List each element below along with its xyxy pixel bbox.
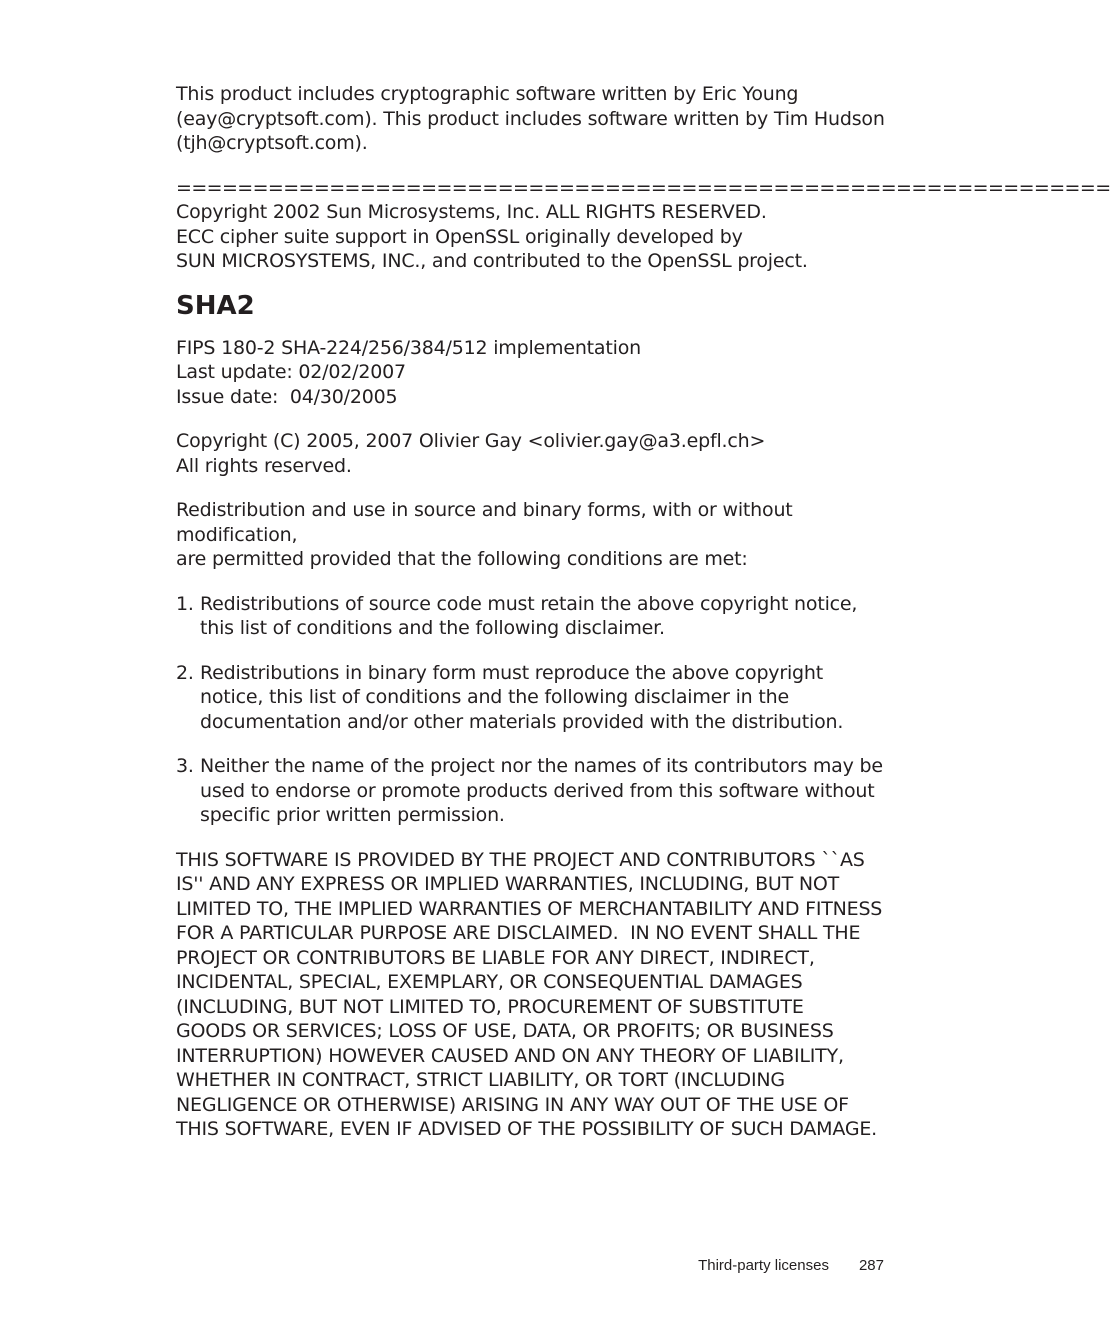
list-item [176,661,888,735]
list-item-text: Redistributions in binary form must reproduce the above copyright notice, this list of conditions and the following disclaimer in the documentation and/or other materials provided with the distribution. [200,661,844,733]
fips-info-paragraph: FIPS 180-2 SHA-224/256/384/512 implementation Last update: 02/02/2007 Issue date: 04/30/2005 [176,336,641,408]
section-heading-sha2: SHA2 [176,290,255,321]
spacer [176,156,888,176]
spacer [176,572,888,592]
spacer [176,409,888,429]
footer-section-title: Third-party licenses [698,1257,829,1274]
redistribution-paragraph: Redistribution and use in source and binary forms, with or without modification, are permitted provided that the following conditions are met: [176,499,793,570]
separator-line: ============================================================= [176,176,1111,199]
list-item-text: Neither the name of the project nor the names of its contributors may be used to endorse or promote products derived from this software without specific prior written permission. [200,755,883,826]
list-item-number: 1. [176,592,194,615]
conditions-list [176,592,888,828]
document-body [176,82,1111,1142]
disclaimer-paragraph: THIS SOFTWARE IS PROVIDED BY THE PROJECT AND CONTRIBUTORS ``AS IS'' AND ANY EXPRESS OR IMPLIED WARRANTIES, INCLUDING, BUT NOT LIMITED TO, THE IMPLIED WARRANTIES OF MERCHANTABILITY AND FITNESS FOR A PARTICULAR PURPOSE ARE DISCLAIMED. IN NO EVENT SHALL THE PROJECT OR CONTRIBUTORS BE LIABLE FOR ANY DIRECT, INDIRECT, INCIDENTAL, SPECIAL, EXEMPLARY, OR CONSEQUENTIAL DAMAGES (INCLUDING, BUT NOT LIMITED TO, PROCUREMENT OF SUBSTITUTE GOODS OR SERVICES; LOSS OF USE, DATA, OR PROFITS; OR BUSINESS INTERRUPTION) HOWEVER CAUSED AND ON ANY THEORY OF LIABILITY, WHETHER IN CONTRACT, STRICT LIABILITY, OR TORT (INCLUDING NEGLIGENCE OR OTHERWISE) ARISING IN ANY WAY OUT OF THE USE OF THIS SOFTWARE, EVEN IF ADVISED OF THE POSSIBILITY OF SUCH DAMAGE. [176,848,883,1140]
spacer [176,478,888,498]
page-number: 287 [858,1257,884,1274]
sun-copyright-paragraph: Copyright 2002 Sun Microsystems, Inc. ALL RIGHTS RESERVED. ECC cipher suite support in OpenSSL originally developed by SUN MICROSYSTEMS, INC., and contributed to the OpenSSL project. [176,201,808,272]
list-item [176,592,888,641]
list-item-text: Redistributions of source code must retain the above copyright notice, this list of conditions and the following disclaimer. [200,592,858,639]
list-item-number: 2. [176,661,194,684]
sha2-copyright-paragraph: Copyright (C) 2005, 2007 Olivier Gay <olivier.gay@a3.epfl.ch> All rights reserved. [176,430,766,477]
page-footer [698,1257,884,1275]
list-item [176,754,888,828]
list-item-number: 3. [176,755,194,777]
openssl-intro-paragraph: This product includes cryptographic software written by Eric Young (eay@cryptsoft.com). This product includes software written by Tim Hudson (tjh@cryptsoft.com). [176,83,885,154]
